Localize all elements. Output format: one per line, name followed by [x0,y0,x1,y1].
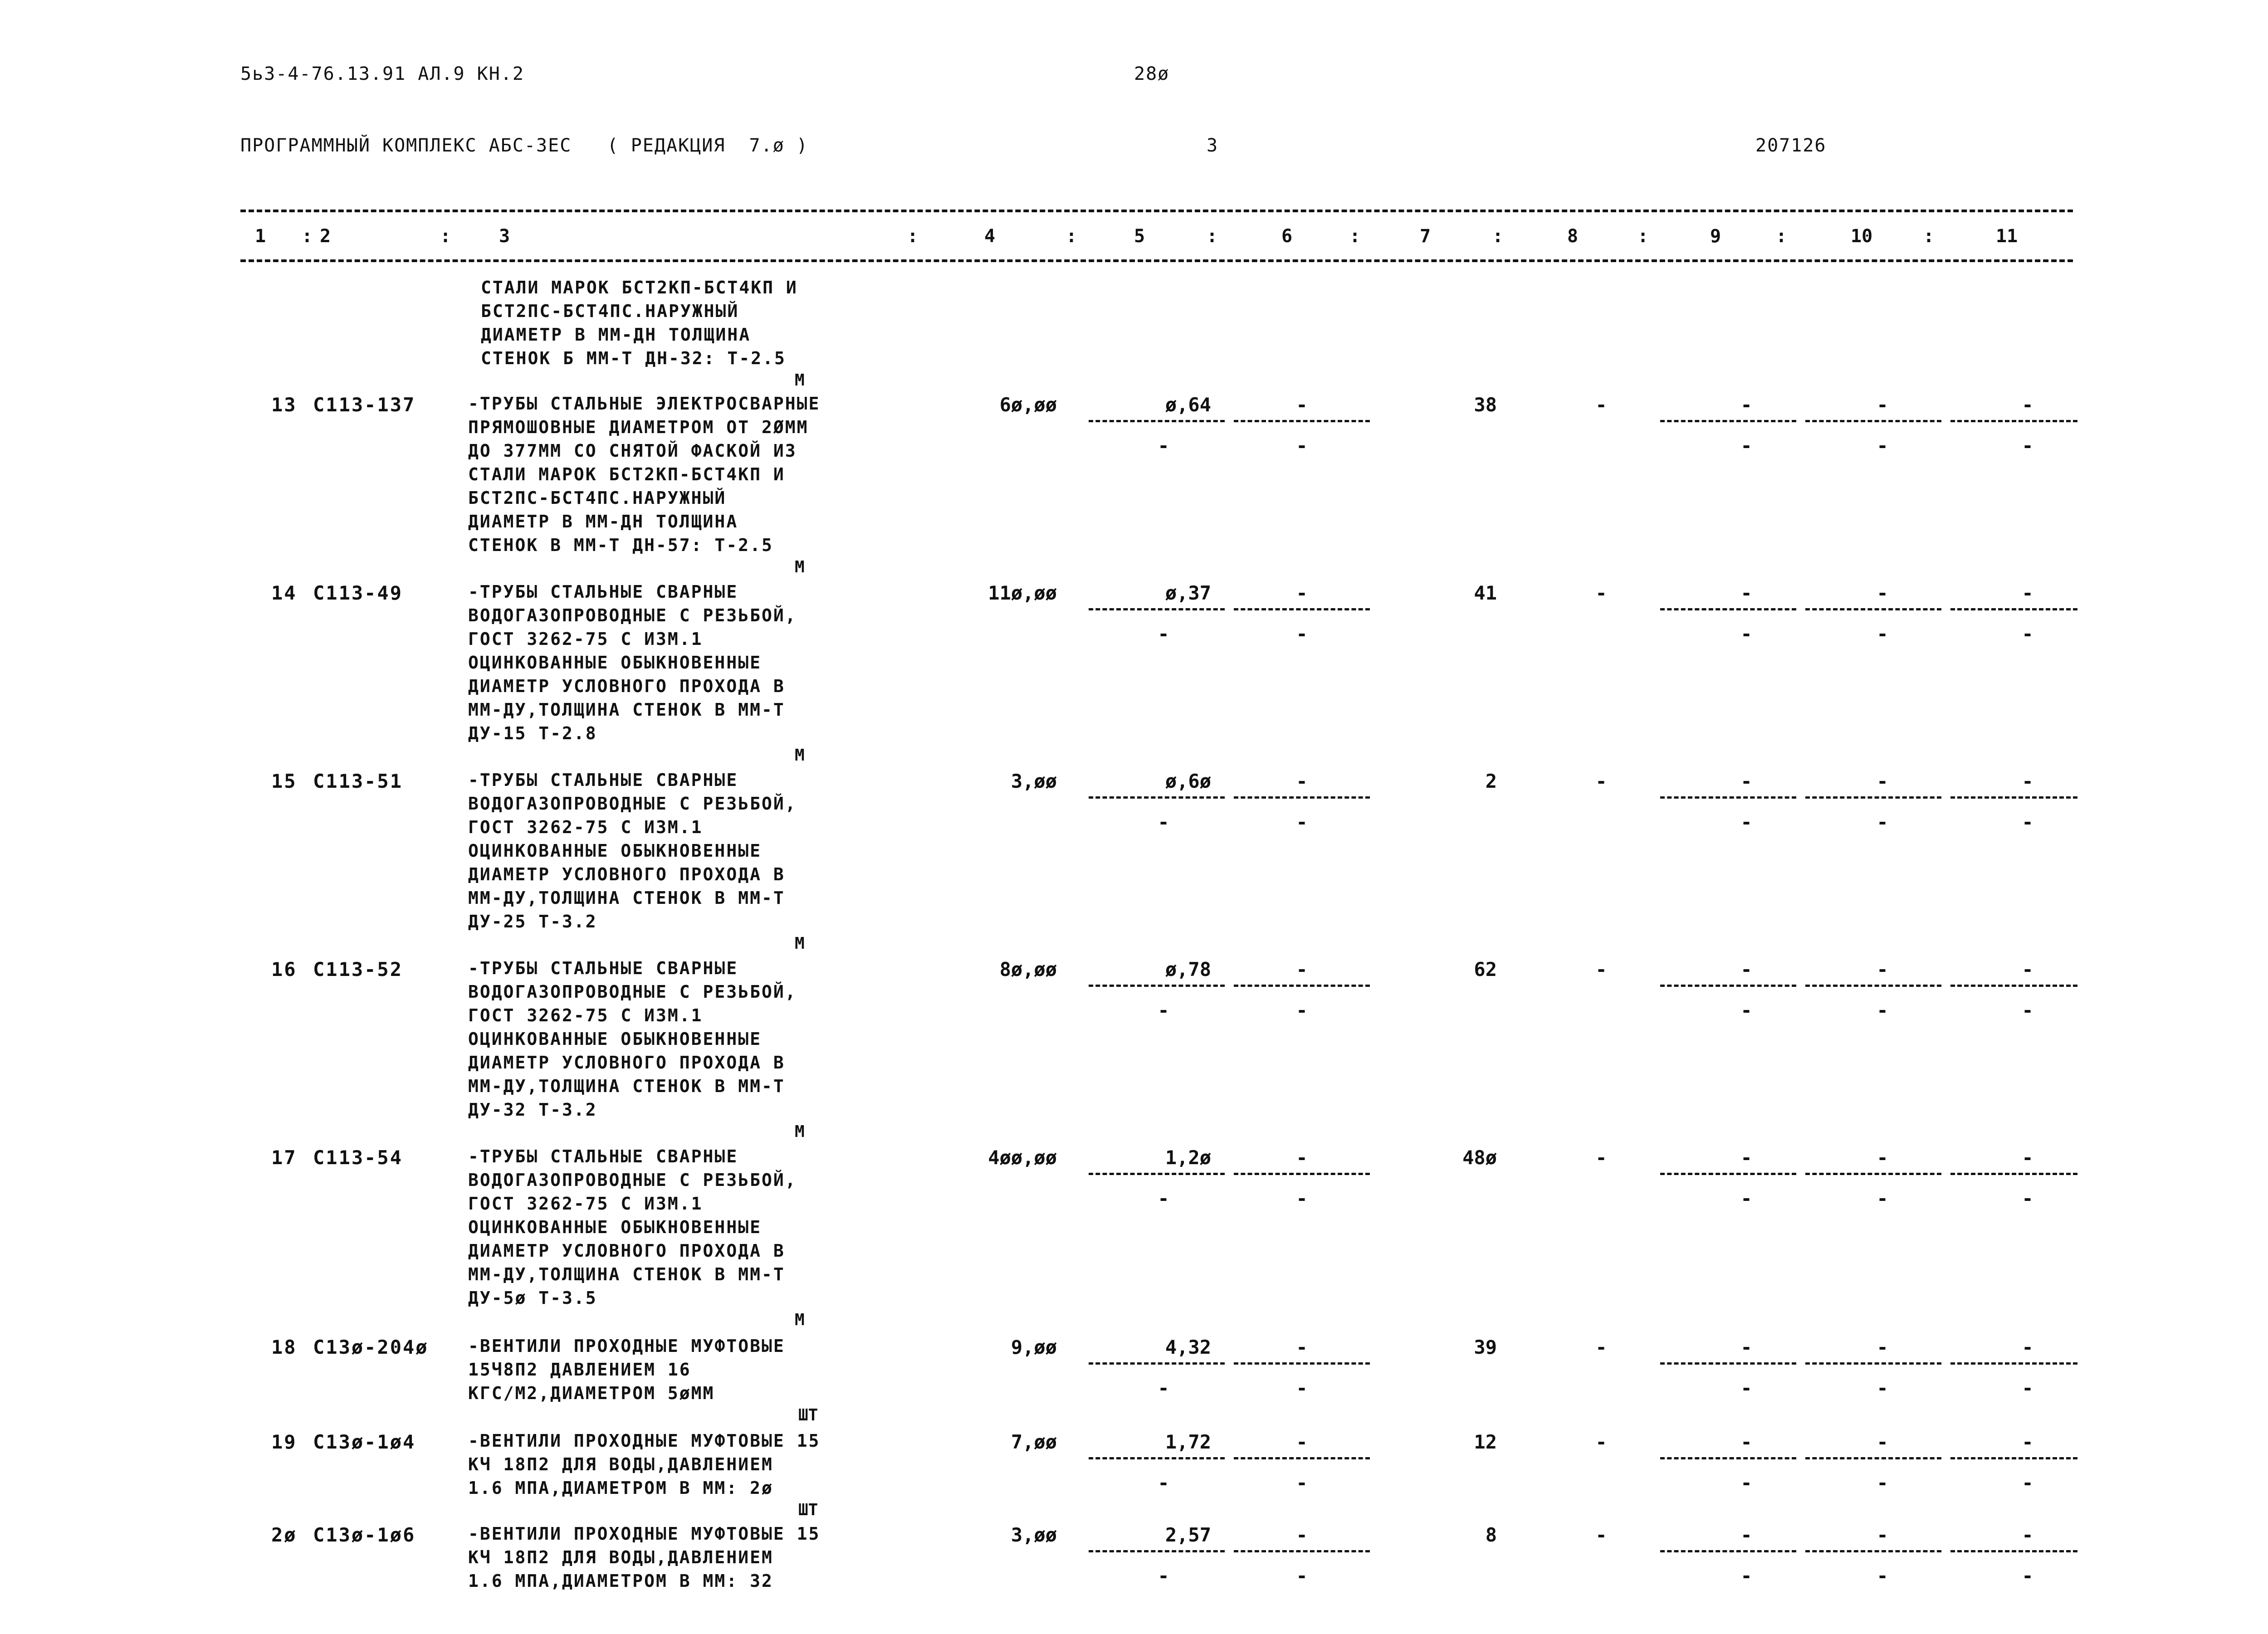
row-col11-sub-dash: - [2022,1472,2033,1494]
row-col8-dash: - [1595,1524,1607,1546]
row-col6-underline [1234,796,1370,799]
row-number: 17 [271,1146,297,1169]
row-price: 4,32 [1165,1336,1211,1358]
row-col8-dash: - [1595,958,1607,980]
row-quantity: 7,øø [1011,1431,1057,1453]
row-total: 39 [1474,1336,1497,1358]
column-number-5: 5 [1134,226,1145,247]
row-col6-underline [1234,1362,1370,1365]
row-price-sub-dash: - [1158,999,1169,1021]
row-quantity: 8ø,øø [999,958,1057,980]
row-col11-sub-dash: - [2022,1565,2033,1587]
header-rule-top [240,210,2073,212]
row-col8-dash: - [1595,1431,1607,1453]
row-col10-underline [1805,796,1941,799]
continuation-unit: М [795,371,805,390]
row-col9-dash: - [1740,582,1752,604]
row-price: 1,72 [1165,1431,1211,1453]
row-col11-dash: - [2022,1524,2033,1546]
row-col11-dash: - [2022,582,2033,604]
column-number-4: 4 [984,226,996,247]
row-col10-underline [1805,1362,1941,1365]
row-price: 2,57 [1165,1524,1211,1546]
row-col11-underline [1950,608,2077,610]
row-description: -ВЕНТИЛИ ПРОХОДНЫЕ МУФТОВЫЕ 15Ч8П2 ДАВЛЕНИЕМ 16 КГС/М2,ДИАМЕТРОМ 5øММ [468,1336,785,1403]
row-col11-underline [1950,1457,2077,1459]
row-col6-underline [1234,1550,1370,1552]
row-col6-underline [1234,1173,1370,1175]
row-col9-underline [1660,1362,1796,1365]
column-separator: : [1349,226,1361,247]
row-col9-underline [1660,796,1796,799]
row-quantity: 3,øø [1011,770,1057,792]
row-price-underline [1089,1173,1225,1175]
row-price-underline [1089,1362,1225,1365]
row-number: 16 [271,958,297,980]
column-separator: : [1492,226,1504,247]
row-description: -ТРУБЫ СТАЛЬНЫЕ ЭЛЕКТРОСВАРНЫЕ ПРЯМОШОВНЫЕ ДИАМЕТРОМ ОТ 2ØММ ДО 377ММ СО СНЯТОЙ ФАСКОЙ ИЗ СТАЛИ МАРОК БСТ2КП-БСТ4КП И БСТ2ПС-БСТ4ПС.НАРУЖНЫЙ ДИАМЕТР В ММ-ДН ТОЛЩИНА СТЕНОК В ММ-Т ДН-57: Т-2.5 [468,394,821,555]
row-col6-dash: - [1296,770,1308,792]
row-col10-sub-dash: - [1877,1187,1888,1210]
row-col11-dash: - [2022,1431,2033,1453]
row-col6-sub-dash: - [1296,1187,1308,1210]
row-price-sub-dash: - [1158,1377,1169,1399]
row-col11-underline [1950,420,2077,422]
row-col10-sub-dash: - [1877,434,1888,457]
row-price-sub-dash: - [1158,623,1169,645]
row-col10-underline [1805,1550,1941,1552]
row-col9-dash: - [1740,770,1752,792]
row-price: 1,2ø [1165,1146,1211,1169]
row-total: 48ø [1462,1146,1497,1169]
row-code: С13ø-1ø6 [313,1524,416,1546]
row-col8-dash: - [1595,394,1607,416]
row-col11-underline [1950,1173,2077,1175]
row-col6-sub-dash: - [1296,1377,1308,1399]
row-col6-dash: - [1296,1146,1308,1169]
row-total: 2 [1485,770,1497,792]
column-separator: : [1066,226,1077,247]
column-separator: : [440,226,451,247]
row-col10-sub-dash: - [1877,1377,1888,1399]
row-price: ø,64 [1165,394,1211,416]
row-unit: ШТ [798,1501,818,1519]
row-col11-sub-dash: - [2022,811,2033,833]
row-col6-sub-dash: - [1296,1565,1308,1587]
row-description: -ТРУБЫ СТАЛЬНЫЕ СВАРНЫЕ ВОДОГАЗОПРОВОДНЫЕ С РЕЗЬБОЙ, ГОСТ 3262-75 С ИЗМ.1 ОЦИНКОВАННЫЕ ОБЫКНОВЕННЫЕ ДИАМЕТР УСЛОВНОГО ПРОХОДА В ММ-ДУ,ТОЛЩИНА СТЕНОК В ММ-Т ДУ-15 Т-2.8 [468,582,797,743]
row-col9-sub-dash: - [1740,623,1752,645]
column-separator: : [302,226,313,247]
row-quantity: 3,øø [1011,1524,1057,1546]
row-col6-underline [1234,985,1370,987]
row-col6-sub-dash: - [1296,623,1308,645]
row-col6-sub-dash: - [1296,1472,1308,1494]
row-col11-dash: - [2022,394,2033,416]
row-col6-sub-dash: - [1296,811,1308,833]
row-col10-sub-dash: - [1877,999,1888,1021]
column-separator: : [1637,226,1649,247]
row-col8-dash: - [1595,770,1607,792]
row-col9-underline [1660,1550,1796,1552]
row-number: 18 [271,1336,297,1358]
row-price-underline [1089,420,1225,422]
row-col10-dash: - [1877,1146,1888,1169]
row-total: 62 [1474,958,1497,980]
row-price-underline [1089,1550,1225,1552]
row-col11-dash: - [2022,1336,2033,1358]
row-col10-sub-dash: - [1877,1472,1888,1494]
row-col10-dash: - [1877,770,1888,792]
row-col9-sub-dash: - [1740,811,1752,833]
row-col11-underline [1950,1362,2077,1365]
row-description: -ТРУБЫ СТАЛЬНЫЕ СВАРНЫЕ ВОДОГАЗОПРОВОДНЫЕ С РЕЗЬБОЙ, ГОСТ 3262-75 С ИЗМ.1 ОЦИНКОВАННЫЕ ОБЫКНОВЕННЫЕ ДИАМЕТР УСЛОВНОГО ПРОХОДА В ММ-ДУ,ТОЛЩИНА СТЕНОК В ММ-Т ДУ-25 Т-3.2 [468,770,797,932]
row-code: С13ø-1ø4 [313,1431,416,1453]
page-number: 28ø [1134,63,1170,84]
row-col10-underline [1805,608,1941,610]
row-col10-dash: - [1877,1431,1888,1453]
row-col11-sub-dash: - [2022,1377,2033,1399]
row-price-sub-dash: - [1158,1472,1169,1494]
row-col10-dash: - [1877,958,1888,980]
row-description: -ТРУБЫ СТАЛЬНЫЕ СВАРНЫЕ ВОДОГАЗОПРОВОДНЫЕ С РЕЗЬБОЙ, ГОСТ 3262-75 С ИЗМ.1 ОЦИНКОВАННЫЕ ОБЫКНОВЕННЫЕ ДИАМЕТР УСЛОВНОГО ПРОХОДА В ММ-ДУ,ТОЛЩИНА СТЕНОК В ММ-Т ДУ-32 Т-3.2 [468,958,797,1120]
row-col6-sub-dash: - [1296,999,1308,1021]
row-number: 19 [271,1431,297,1453]
row-col6-dash: - [1296,958,1308,980]
row-col9-underline [1660,985,1796,987]
row-col10-underline [1805,1457,1941,1459]
row-col9-sub-dash: - [1740,1472,1752,1494]
row-col6-underline [1234,608,1370,610]
row-col9-sub-dash: - [1740,1187,1752,1210]
row-col6-dash: - [1296,1336,1308,1358]
row-col9-underline [1660,608,1796,610]
row-price-sub-dash: - [1158,1565,1169,1587]
row-col6-underline [1234,420,1370,422]
column-number-11: 11 [1996,226,2018,247]
row-col11-dash: - [2022,958,2033,980]
row-price-underline [1089,796,1225,799]
row-col9-sub-dash: - [1740,434,1752,457]
row-unit: М [795,558,805,576]
row-col11-sub-dash: - [2022,999,2033,1021]
row-description: -ТРУБЫ СТАЛЬНЫЕ СВАРНЫЕ ВОДОГАЗОПРОВОДНЫЕ С РЕЗЬБОЙ, ГОСТ 3262-75 С ИЗМ.1 ОЦИНКОВАННЫЕ ОБЫКНОВЕННЫЕ ДИАМЕТР УСЛОВНОГО ПРОХОДА В ММ-ДУ,ТОЛЩИНА СТЕНОК В ММ-Т ДУ-5ø Т-3.5 [468,1146,797,1308]
row-unit: ШТ [798,1406,818,1424]
row-col8-dash: - [1595,1336,1607,1358]
row-col6-dash: - [1296,582,1308,604]
row-col9-sub-dash: - [1740,1565,1752,1587]
column-number-6: 6 [1281,226,1293,247]
row-price-sub-dash: - [1158,811,1169,833]
row-code: С113-52 [313,958,403,980]
row-col9-dash: - [1740,1336,1752,1358]
row-col10-dash: - [1877,1336,1888,1358]
program-title: ПРОГРАММНЫЙ КОМПЛЕКС АБС-3ЕС ( РЕДАКЦИЯ 7.ø ) [240,135,808,156]
row-quantity: 9,øø [1011,1336,1057,1358]
row-price-underline [1089,608,1225,610]
row-price-sub-dash: - [1158,434,1169,457]
row-col9-dash: - [1740,1146,1752,1169]
row-price-sub-dash: - [1158,1187,1169,1210]
row-unit: М [795,1122,805,1141]
row-col9-dash: - [1740,958,1752,980]
column-number-7: 7 [1420,226,1431,247]
column-separator: : [907,226,919,247]
row-col9-underline [1660,1173,1796,1175]
continuation-text: СТАЛИ МАРОК БСТ2КП-БСТ4КП И БСТ2ПС-БСТ4ПС.НАРУЖНЫЙ ДИАМЕТР В ММ-ДН ТОЛЩИНА СТЕНОК Б ММ-Т ДН-32: Т-2.5 [481,278,798,368]
row-col11-underline [1950,985,2077,987]
row-col11-dash: - [2022,770,2033,792]
row-quantity: 4øø,øø [988,1146,1057,1169]
column-number-8: 8 [1567,226,1579,247]
row-col9-dash: - [1740,1431,1752,1453]
row-col10-underline [1805,420,1941,422]
row-col9-dash: - [1740,1524,1752,1546]
column-separator: : [1776,226,1787,247]
row-code: С113-49 [313,582,403,604]
row-unit: М [795,1311,805,1329]
row-number: 15 [271,770,297,792]
row-col10-underline [1805,1173,1941,1175]
row-col9-sub-dash: - [1740,1377,1752,1399]
column-separator: : [1923,226,1935,247]
row-quantity: 6ø,øø [999,394,1057,416]
row-col10-sub-dash: - [1877,1565,1888,1587]
row-col11-dash: - [2022,1146,2033,1169]
document-code: 5ь3-4-76.13.91 АЛ.9 КН.2 [240,63,524,84]
row-col6-underline [1234,1457,1370,1459]
row-number: 13 [271,394,297,416]
row-col9-sub-dash: - [1740,999,1752,1021]
row-number: 2ø [271,1524,297,1546]
column-number-10: 10 [1851,226,1873,247]
row-number: 14 [271,582,297,604]
column-number-1: 1 [255,226,266,247]
row-col8-dash: - [1595,582,1607,604]
row-unit: М [795,934,805,953]
row-total: 8 [1485,1524,1497,1546]
row-price-underline [1089,1457,1225,1459]
header-rule-bottom [240,259,2073,262]
row-col10-dash: - [1877,1524,1888,1546]
row-col6-dash: - [1296,394,1308,416]
row-col6-dash: - [1296,1431,1308,1453]
row-col11-sub-dash: - [2022,623,2033,645]
row-col10-sub-dash: - [1877,811,1888,833]
row-price: ø,78 [1165,958,1211,980]
row-col6-dash: - [1296,1524,1308,1546]
row-code: С113-54 [313,1146,403,1169]
row-description: -ВЕНТИЛИ ПРОХОДНЫЕ МУФТОВЫЕ 15 КЧ 18П2 ДЛЯ ВОДЫ,ДАВЛЕНИЕМ 1.6 МПА,ДИАМЕТРОМ В ММ: 2ø [468,1431,821,1498]
row-col11-underline [1950,796,2077,799]
row-price-underline [1089,985,1225,987]
row-price: ø,37 [1165,582,1211,604]
column-separator: : [1207,226,1218,247]
row-col9-underline [1660,420,1796,422]
row-col8-dash: - [1595,1146,1607,1169]
row-col9-dash: - [1740,394,1752,416]
row-total: 12 [1474,1431,1497,1453]
program-number: 3 [1207,135,1219,156]
row-quantity: 11ø,øø [988,582,1057,604]
row-total: 41 [1474,582,1497,604]
row-col6-sub-dash: - [1296,434,1308,457]
row-col11-sub-dash: - [2022,434,2033,457]
row-col10-underline [1805,985,1941,987]
row-col11-sub-dash: - [2022,1187,2033,1210]
row-code: С113-137 [313,394,416,416]
column-number-9: 9 [1710,226,1721,247]
row-col10-sub-dash: - [1877,623,1888,645]
column-number-3: 3 [499,226,510,247]
row-col10-dash: - [1877,394,1888,416]
row-total: 38 [1474,394,1497,416]
row-price: ø,6ø [1165,770,1211,792]
row-col9-underline [1660,1457,1796,1459]
row-code: С13ø-204ø [313,1336,429,1358]
program-code: 207126 [1755,135,1827,156]
row-code: С113-51 [313,770,403,792]
column-number-2: 2 [320,226,331,247]
row-description: -ВЕНТИЛИ ПРОХОДНЫЕ МУФТОВЫЕ 15 КЧ 18П2 ДЛЯ ВОДЫ,ДАВЛЕНИЕМ 1.6 МПА,ДИАМЕТРОМ В ММ: 32 [468,1524,821,1591]
row-unit: М [795,746,805,765]
row-col10-dash: - [1877,582,1888,604]
row-col11-underline [1950,1550,2077,1552]
